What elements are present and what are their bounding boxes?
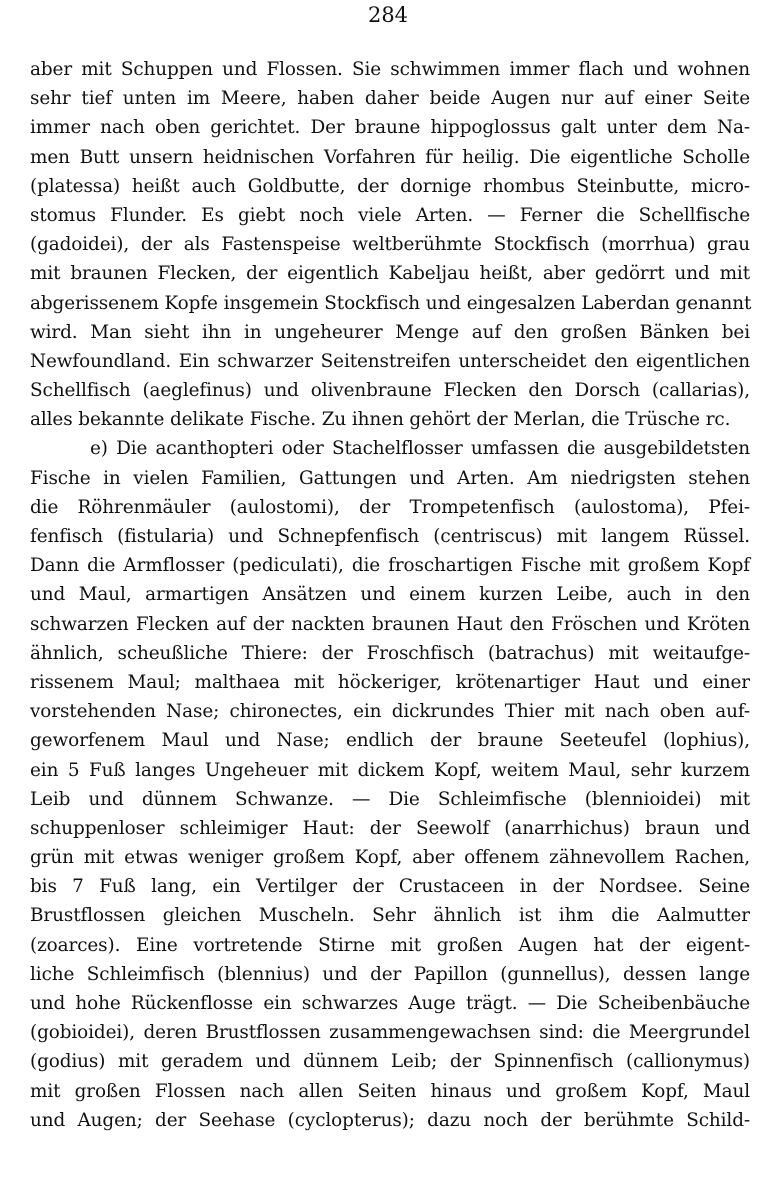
text-line: e) Die acanthopteri oder Stachelflosser umfassen die ausgebildetsten [90,438,750,460]
text-line: Dann die Armflosser (pediculati), die froschartigen Fische mit großem Kopf [30,555,750,577]
text-line: aber mit Schuppen und Flossen. Sie schwimmen immer flach und wohnen [30,59,750,80]
text-line: schwarzen Flecken auf der nackten braunen Haut den Fröschen und Kröten [30,613,750,635]
text-line: sehr tief unten im Meere, haben daher beide Augen nur auf einer Seite [30,88,750,110]
text-line: abgerissenem Kopfe insgemein Stockfisch und eingesalzen Laberdan genannt [30,292,752,314]
page-number: 284 [367,3,409,27]
text-line: schuppenloser schleimiger Haut: der Seewolf (anarrhichus) braun und [30,817,750,839]
text-line: fenfisch (fistularia) und Schnepfenfisch (centriscus) mit langem Rüssel. [30,526,750,547]
text-line: immer nach oben gerichtet. Der braune hippoglossus galt unter dem Na- [30,117,750,139]
text-line: Newfoundland. Ein schwarzer Seitenstreifen unterscheidet den eigentlichen [30,350,750,372]
text-line: und Maul, armartigen Ansätzen und einem kurzen Leibe, auch in den [30,584,750,606]
text-line: Brustflossen gleichen Muscheln. Sehr ähnlich ist ihm die Aalmutter [30,905,750,927]
text-line: grün mit etwas weniger großem Kopf, aber offenem zähnevollem Rachen, [30,847,750,869]
text-line: ähnlich, scheußliche Thiere: der Froschfisch (batrachus) mit weitaufge- [30,642,750,664]
text-line: wird. Man sieht ihn in ungeheurer Menge auf den großen Bänken bei [30,321,750,343]
text-line: die Röhrenmäuler (aulostomi), der Trompetenfisch (aulostoma), Pfei- [30,496,750,518]
text-line: liche Schleimfisch (blennius) und der Papillon (gunnellus), dessen lange [30,963,750,985]
body-text [30,55,750,1135]
text-line: vorstehenden Nase; chironectes, ein dickrundes Thier mit nach oben auf- [30,701,750,723]
text-line: bis 7 Fuß lang, ein Vertilger der Crustaceen in der Nordsee. Seine [30,876,750,898]
text-line: alles bekannte delikate Fische. Zu ihnen gehört der Merlan, die Trüsche rc. [30,409,731,431]
text-line: und hohe Rückenflosse ein schwarzes Auge trägt. — Die Scheibenbäuche [30,993,750,1014]
text-line: Leib und dünnem Schwanze. — Die Schleimfische (blennioidei) mit [30,788,750,810]
text-line: Fische in vielen Familien, Gattungen und Arten. Am niedrigsten stehen [30,467,750,489]
text-line: rissenem Maul; malthaea mit höckeriger, krötenartiger Haut und einer [30,671,750,693]
text-line: (gadoidei), der als Fastenspeise weltberühmte Stockfisch (morrhua) grau [30,234,750,256]
text-line: geworfenem Maul und Nase; endlich der braune Seeteufel (lophius), [30,730,750,752]
text-line: (gobioidei), deren Brustflossen zusammengewachsen sind: die Meergrundel [30,1022,750,1044]
text-line: mit braunen Flecken, der eigentlich Kabeljau heißt, aber gedörrt und mit [30,263,750,285]
text-line: (godius) mit geradem und dünnem Leib; der Spinnenfisch (callionymus) [30,1051,750,1073]
text-line: (platessa) heißt auch Goldbutte, der dornige rhombus Steinbutte, micro- [30,175,750,197]
text-line: stomus Flunder. Es giebt noch viele Arten. — Ferner die Schellfische [30,204,750,226]
text-line: (zoarces). Eine vortretende Stirne mit großen Augen hat der eigent- [30,934,750,956]
text-line: mit großen Flossen nach allen Seiten hinaus und großem Kopf, Maul [30,1080,750,1102]
text-line: und Augen; der Seehase (cyclopterus); dazu noch der berühmte Schild- [30,1109,750,1131]
text-line: Schellfisch (aeglefinus) und olivenbraune Flecken den Dorsch (callarias), [30,380,750,402]
text-line: men Butt unsern heidnischen Vorfahren für heilig. Die eigentliche Scholle [30,146,750,168]
text-line: ein 5 Fuß langes Ungeheuer mit dickem Kopf, weitem Maul, sehr kurzem [30,759,750,781]
